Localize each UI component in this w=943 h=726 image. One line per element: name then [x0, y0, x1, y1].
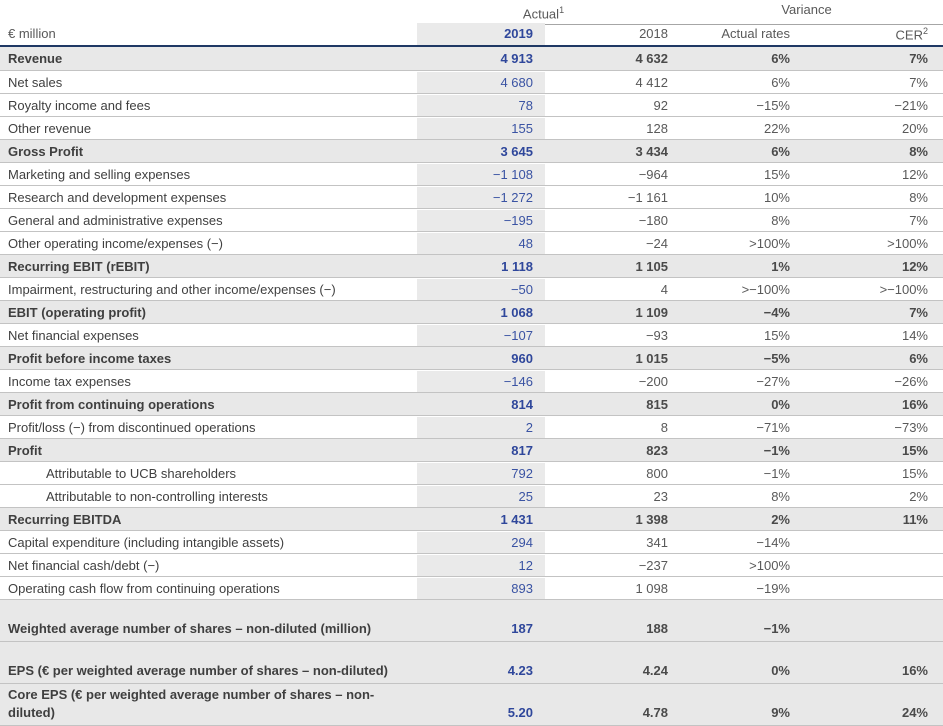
table-row — [0, 70, 943, 93]
value-variance-cer: −21% — [894, 97, 928, 113]
value-2019: 155 — [417, 118, 545, 139]
table-row — [0, 139, 943, 162]
value-2019: 814 — [511, 396, 533, 412]
table-row — [0, 507, 943, 530]
row-label: Attributable to non-controlling interests — [46, 488, 268, 504]
value-variance-actual-rates: >100% — [749, 557, 790, 573]
value-variance-actual-rates: 15% — [763, 327, 790, 343]
table-row — [0, 346, 943, 369]
row-label: Royalty income and fees — [8, 97, 151, 113]
value-2019: 25 — [417, 486, 545, 507]
col-header-cer: CER$^2$ — [895, 26, 928, 43]
row-label: Core EPS (€ per weighted average number of shares – non-diluted) — [8, 687, 375, 720]
value-variance-actual-rates: 10% — [763, 189, 790, 205]
table-row — [0, 47, 943, 70]
value-2019: 893 — [417, 578, 545, 599]
value-2019: 5.20 — [507, 705, 533, 720]
value-2018: −200 — [638, 373, 668, 389]
row-label: Research and development expenses — [8, 189, 227, 205]
row-label: Profit before income taxes — [8, 350, 172, 366]
col-header-2019: 2019 — [417, 23, 545, 45]
value-2018: 3 434 — [635, 143, 668, 159]
col-header-actual-rates: Actual rates — [721, 25, 790, 41]
value-variance-cer: −26% — [894, 373, 928, 389]
table-row — [0, 300, 943, 323]
column-header-row — [0, 22, 943, 47]
value-2018: 1 098 — [635, 580, 668, 596]
value-variance-actual-rates: 0% — [771, 663, 790, 678]
value-2019: 2 — [417, 417, 545, 438]
row-label: EBIT (operating profit) — [8, 304, 146, 320]
value-2019: 4 680 — [417, 72, 545, 93]
value-variance-actual-rates: 2% — [771, 511, 790, 527]
table-body — [0, 47, 943, 726]
value-2019: 1 118 — [501, 258, 533, 274]
table-row — [0, 553, 943, 576]
table-row — [0, 254, 943, 277]
value-variance-cer: 7% — [909, 74, 928, 90]
value-2018: −24 — [645, 235, 668, 251]
value-variance-actual-rates: −19% — [756, 580, 790, 596]
value-variance-cer: 8% — [909, 189, 928, 205]
value-2018: 1 109 — [635, 304, 668, 320]
value-variance-actual-rates: 0% — [771, 396, 790, 412]
value-variance-cer: 7% — [909, 212, 928, 228]
value-2018: 1 015 — [635, 350, 668, 366]
table-row — [0, 438, 943, 461]
row-label: Recurring EBIT (rEBIT) — [8, 258, 150, 274]
col-header-2018: 2018 — [639, 25, 668, 41]
value-2019: 4.23 — [507, 663, 533, 678]
value-variance-cer — [794, 638, 943, 641]
table-row — [0, 323, 943, 346]
value-variance-actual-rates: −27% — [756, 373, 790, 389]
value-2019: 817 — [511, 442, 533, 458]
value-2018: 188 — [646, 621, 668, 636]
row-label: Other operating income/expenses (−) — [8, 235, 223, 251]
group-actual: Actual$^1$ — [417, 0, 670, 25]
value-2019: −50 — [417, 279, 545, 300]
value-2018: 1 105 — [635, 258, 668, 274]
value-2018: 1 398 — [635, 511, 668, 527]
row-label: Capital expenditure (including intangible assets) — [8, 534, 285, 550]
value-variance-actual-rates: 22% — [763, 120, 790, 136]
table-row — [0, 369, 943, 392]
value-variance-cer: 8% — [909, 143, 928, 159]
row-label: EPS (€ per weighted average number of shares – non-diluted) — [8, 663, 388, 678]
value-variance-actual-rates: >−100% — [741, 281, 790, 297]
value-2018: 823 — [646, 442, 668, 458]
value-2019: 78 — [417, 95, 545, 116]
row-label: Gross Profit — [8, 143, 84, 159]
value-2019: 48 — [417, 233, 545, 254]
value-variance-actual-rates: −1% — [763, 621, 790, 636]
table-row — [0, 231, 943, 254]
row-label: Profit from continuing operations — [8, 396, 215, 412]
value-variance-cer: 15% — [901, 442, 928, 458]
table-row — [0, 116, 943, 139]
value-variance-actual-rates: 6% — [771, 74, 790, 90]
value-2019: −1 272 — [417, 187, 545, 208]
table-row — [0, 461, 943, 484]
value-2018: 8 — [660, 419, 668, 435]
row-label: Profit — [8, 442, 42, 458]
table-row — [0, 415, 943, 438]
value-2018: −180 — [638, 212, 668, 228]
value-variance-cer: 6% — [909, 350, 928, 366]
table-row — [0, 683, 943, 725]
row-label: Net financial cash/debt (−) — [8, 557, 160, 573]
table-row — [0, 208, 943, 231]
value-2019: −107 — [417, 325, 545, 346]
row-label: Net sales — [8, 74, 63, 90]
value-2019: 1 431 — [500, 511, 533, 527]
value-variance-cer: 12% — [901, 258, 928, 274]
value-variance-actual-rates: −71% — [756, 419, 790, 435]
value-variance-actual-rates: −4% — [763, 304, 790, 320]
value-2019: 12 — [417, 555, 545, 576]
row-label: Marketing and selling expenses — [8, 166, 191, 182]
footnote-1-marker: 1 — [559, 5, 565, 15]
value-variance-actual-rates: −14% — [756, 534, 790, 550]
value-variance-cer: 7% — [909, 51, 928, 66]
value-2018: −1 161 — [627, 189, 668, 205]
value-2018: 800 — [646, 465, 668, 481]
table-row — [0, 277, 943, 300]
unit-label: € million — [8, 25, 56, 41]
value-variance-actual-rates: 8% — [771, 212, 790, 228]
value-2019: 1 068 — [500, 304, 533, 320]
value-2018: 4 632 — [635, 51, 668, 66]
table-row — [0, 641, 943, 683]
value-2019: 792 — [417, 463, 545, 484]
row-label: Attributable to UCB shareholders — [46, 465, 237, 481]
value-variance-cer: 24% — [901, 705, 928, 720]
table-row — [0, 530, 943, 553]
table-row — [0, 599, 943, 641]
table-row — [0, 185, 943, 208]
value-2018: 92 — [653, 97, 668, 113]
row-label: Income tax expenses — [8, 373, 131, 389]
value-variance-cer: 16% — [901, 663, 928, 678]
row-label: Profit/loss (−) from discontinued operations — [8, 419, 256, 435]
value-2018: 23 — [653, 488, 668, 504]
value-2018: 4.78 — [642, 705, 668, 720]
value-2018: −237 — [638, 557, 668, 573]
row-label: Weighted average number of shares – non-diluted (million) — [8, 621, 372, 636]
value-variance-actual-rates: −15% — [756, 97, 790, 113]
value-2018: −93 — [645, 327, 668, 343]
value-variance-cer: 11% — [902, 511, 928, 527]
row-label: Revenue — [8, 51, 63, 66]
value-variance-cer: 20% — [901, 120, 928, 136]
value-variance-actual-rates: −5% — [763, 350, 790, 366]
value-variance-cer: −73% — [894, 419, 928, 435]
value-2018: 341 — [646, 534, 668, 550]
value-2019: 187 — [511, 621, 533, 636]
value-variance-actual-rates: −1% — [763, 465, 790, 481]
value-2018: −964 — [638, 166, 668, 182]
value-variance-cer: 14% — [901, 327, 928, 343]
table-row — [0, 484, 943, 507]
value-variance-actual-rates: 15% — [763, 166, 790, 182]
table-row — [0, 162, 943, 185]
value-2019: −1 108 — [417, 164, 545, 185]
row-label: Operating cash flow from continuing operations — [8, 580, 280, 596]
value-2019: 3 645 — [500, 143, 533, 159]
value-2018: 4 — [660, 281, 668, 297]
footnote-2-marker: 2 — [922, 26, 928, 37]
group-variance: Variance — [670, 0, 943, 25]
value-2019: 294 — [417, 532, 545, 553]
value-variance-actual-rates: 6% — [771, 143, 790, 159]
value-2018: 4 412 — [635, 74, 668, 90]
value-variance-cer: 2% — [909, 488, 928, 504]
value-2018: 4.24 — [642, 663, 668, 678]
value-variance-actual-rates: >100% — [749, 235, 790, 251]
table-row — [0, 576, 943, 599]
row-label: Net financial expenses — [8, 327, 139, 343]
value-variance-actual-rates: 6% — [771, 51, 790, 66]
row-label: General and administrative expenses — [8, 212, 223, 228]
value-variance-actual-rates: 1% — [771, 258, 790, 274]
value-2018: 815 — [646, 396, 668, 412]
value-variance-cer: >100% — [887, 235, 928, 251]
value-variance-actual-rates: 8% — [771, 488, 790, 504]
value-variance-actual-rates: 9% — [771, 705, 790, 720]
value-2019: −146 — [417, 371, 545, 392]
value-2019: 960 — [511, 350, 533, 366]
row-label: Other revenue — [8, 120, 92, 136]
value-variance-cer: 12% — [901, 166, 928, 182]
value-2018: 128 — [646, 120, 668, 136]
value-2019: −195 — [417, 210, 545, 231]
value-variance-cer: 7% — [909, 304, 928, 320]
row-label: Impairment, restructuring and other income/expenses (−) — [8, 281, 336, 297]
value-2019: 4 913 — [500, 51, 533, 66]
value-variance-actual-rates: −1% — [763, 442, 790, 458]
value-variance-cer: >−100% — [879, 281, 928, 297]
value-variance-cer: 16% — [901, 396, 928, 412]
value-variance-cer: 15% — [901, 465, 928, 481]
column-group-header — [0, 0, 943, 22]
row-label: Recurring EBITDA — [8, 511, 122, 527]
table-row — [0, 93, 943, 116]
table-row — [0, 392, 943, 415]
